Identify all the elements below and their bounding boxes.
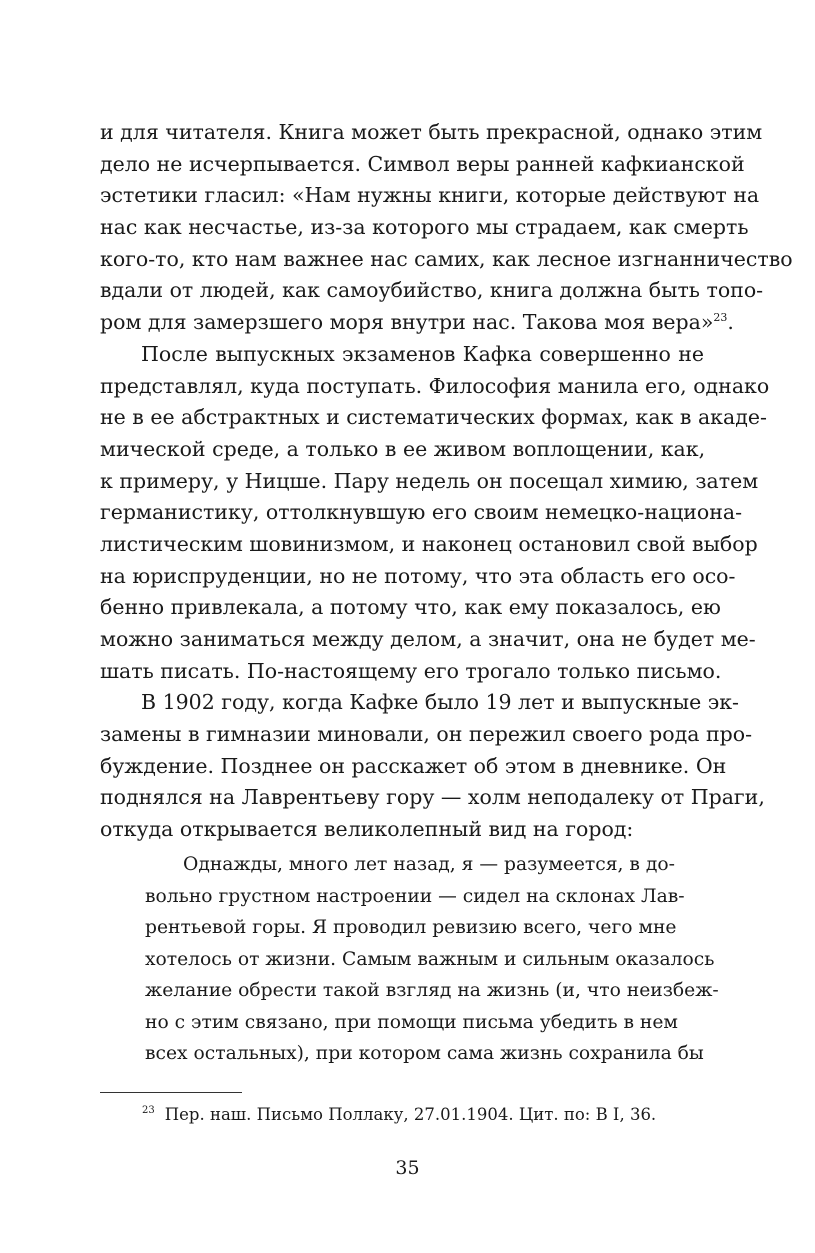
text-line: кого-то, кто нам важнее нас самих, как лесное изгнанничество — [100, 246, 793, 271]
body-text — [100, 117, 793, 846]
text-line: шать писать. По-настоящему его трогало только письмо. — [100, 658, 722, 683]
text-line-content: ром для замерзшего моря внутри нас. Такова моя вера» — [100, 310, 714, 335]
text-line: откуда открывается великолепный вид на город: — [100, 817, 634, 842]
text-line: эстетики гласил: «Нам нужны книги, которые действуют на — [100, 183, 760, 208]
text-line: германистику, оттолкнувшую его своим немецко-национа- — [100, 500, 743, 525]
quote-line: рентьевой горы. Я проводил ревизию всего, чего мне — [145, 917, 677, 938]
text-line: листическим шовинизмом, и наконец остановил свой выбор — [100, 531, 758, 556]
text-line: ром для замерзшего моря внутри нас. Такова моя вера»$^{23}$. — [100, 310, 734, 335]
footnote-reference[interactable]: 23 — [713, 311, 728, 325]
text-line: вдали от людей, как самоубийство, книга должна быть топо- — [100, 278, 764, 303]
text-line: замены в гимназии миновали, он пережил своего рода про- — [100, 722, 752, 747]
footnote-text: Пер. наш. Письмо Поллаку, 27.01.1904. Цит. по: B I, 36. — [164, 1105, 657, 1124]
footnote-number: 23 — [142, 1105, 155, 1116]
text-line: буждение. Позднее он расскажет об этом в дневнике. Он — [100, 753, 727, 778]
text-line: и для читателя. Книга может быть прекрасной, однако этим — [100, 120, 763, 144]
paragraph-2 — [100, 339, 770, 688]
paragraph-1 — [100, 117, 793, 339]
text-line: представлял, куда поступать. Философия манила его, однако — [100, 373, 770, 398]
quote-line: хотелось от жизни. Самым важным и сильным оказалось — [145, 948, 715, 970]
footnote — [142, 1099, 656, 1127]
block-quote — [145, 849, 719, 1070]
paragraph-3 — [100, 687, 765, 845]
text-line: поднялся на Лаврентьеву гору — холм неподалеку от Праги, — [100, 785, 765, 810]
text-line: дело не исчерпывается. Символ веры ранней кафкианской — [100, 151, 745, 176]
text-line: нас как несчастье, из-за которого мы страдаем, как смерть — [100, 215, 749, 240]
quote-line: желание обрести такой взгляд на жизнь (и, что неизбеж- — [145, 980, 719, 1001]
quote-line: Однажды, много лет назад, я — разумеется, в до- — [183, 854, 675, 875]
quote-line: но с этим связано, при помощи письма убедить в нем — [145, 1011, 678, 1033]
page-number: 35 — [395, 1157, 420, 1179]
text-line: не в ее абстрактных и систематических формах, как в акаде- — [100, 405, 767, 430]
quote-line: вольно грустном настроении — сидел на склонах Лав- — [145, 885, 685, 907]
text-line: После выпускных экзаменов Кафка совершенно не — [141, 341, 704, 366]
text-line: на юриспруденции, но не потому, что эта область его осо- — [100, 563, 736, 588]
text-line: мической среде, а только в ее живом воплощении, как, — [100, 436, 706, 461]
text-line: В 1902 году, когда Кафке было 19 лет и выпускные эк- — [141, 690, 739, 715]
footnote-divider — [100, 1092, 242, 1093]
text-line: можно заниматься между делом, а значит, она не будет ме- — [100, 627, 756, 651]
text-line: к примеру, у Ницше. Пару недель он посещал химию, затем — [100, 468, 759, 493]
quote-line: всех остальных), при котором сама жизнь сохранила бы — [145, 1043, 704, 1064]
text-line: бенно привлекала, а потому что, как ему показалось, ею — [100, 595, 721, 620]
